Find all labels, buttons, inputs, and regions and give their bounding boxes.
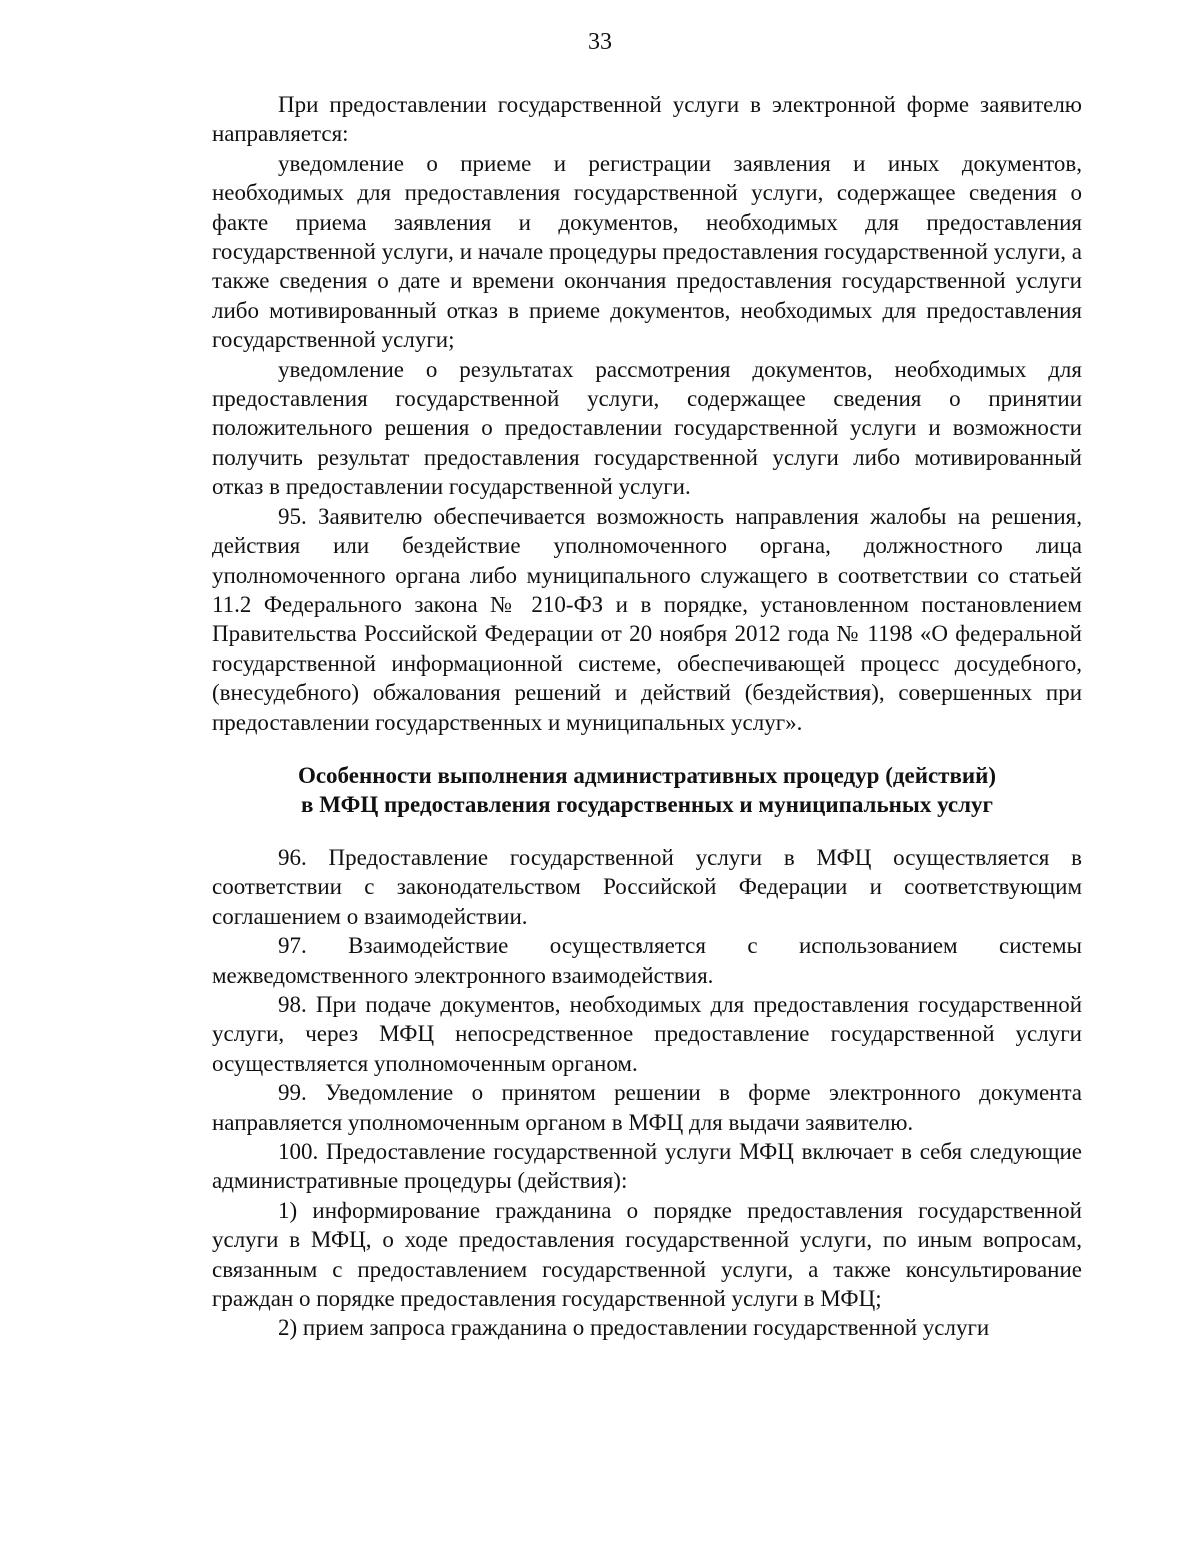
paragraph-97: 97. Взаимодействие осуществляется с использованием системы межведомственного электронного взаимодействия. [212, 933, 1082, 988]
paragraph-95: 95. Заявителю обеспечивается возможность направления жалобы на решения, действия или бездействие уполномоченного органа, должностного лица уполномоченного органа либо муниципального служащего в соответствии со статьей 11.2 Федерального закона № 210-ФЗ и в порядке, установленном постановлением Правительства Российской Федерации от 20 ноября 2012 года № 1198 «О федеральной государственной информационной системе, обеспечивающей процесс досудебного, (внесудебного) обжалования решений и действий (бездействия), совершенных при предоставлении государственных и муниципальных услуг». [212, 503, 1082, 735]
page-number: 33 [588, 29, 612, 55]
paragraph-notice-receipt: уведомление о приеме и регистрации заявления и иных документов, необходимых для предоставления государственной услуги, содержащее сведения о факте приема заявления и документов, необходимых для предоставления государственной услуги, и начале процедуры предоставления государственной услуги, а также сведения о дате и времени окончания предоставления государственной услуги либо мотивированный отказ в приеме документов, необходимых для предоставления государственной услуги; [212, 150, 1082, 353]
paragraph-100: 100. Предоставление государственной услуги МФЦ включает в себя следующие административные процедуры (действия): [212, 1139, 1082, 1194]
section-heading-line-1: Особенности выполнения административных процедур (действий) [297, 762, 997, 788]
paragraph-intro: При предоставлении государственной услуги в электронной форме заявителю направляется: [212, 92, 1082, 147]
list-item-1: 1) информирование гражданина о порядке предоставления государственной услуги в МФЦ, о ходе предоставления государственной услуги, по иным вопросам, связанным с предоставлением государственной услуги, а также консультирование граждан о порядке предоставления государственной услуги в МФЦ; [212, 1197, 1082, 1312]
section-heading [212, 761, 1082, 819]
list-item-2: 2) прием запроса гражданина о предоставлении государственной услуги [278, 1315, 990, 1341]
paragraph-notice-results: уведомление о результатах рассмотрения документов, необходимых для предоставления государственной услуги, содержащее сведения о принятии положительного решения о предоставлении государственной услуги и возможности получить результат предоставления государственной услуги либо мотивированный отказ в предоставлении государственной услуги. [212, 356, 1082, 500]
paragraph-98: 98. При подаче документов, необходимых для предоставления государственной услуги, через МФЦ непосредственное предоставление государственной услуги осуществляется уполномоченным органом. [212, 991, 1082, 1076]
section-heading-line-2: в МФЦ предоставления государственных и муниципальных услуг [301, 791, 993, 817]
document-body [212, 90, 1082, 1343]
paragraph-99: 99. Уведомление о принятом решении в форме электронного документа направляется уполномоченным органом в МФЦ для выдачи заявителю. [212, 1080, 1082, 1135]
paragraph-96: 96. Предоставление государственной услуги в МФЦ осуществляется в соответствии с законодательством Российской Федерации и соответствующим соглашением о взаимодействии. [212, 844, 1082, 929]
